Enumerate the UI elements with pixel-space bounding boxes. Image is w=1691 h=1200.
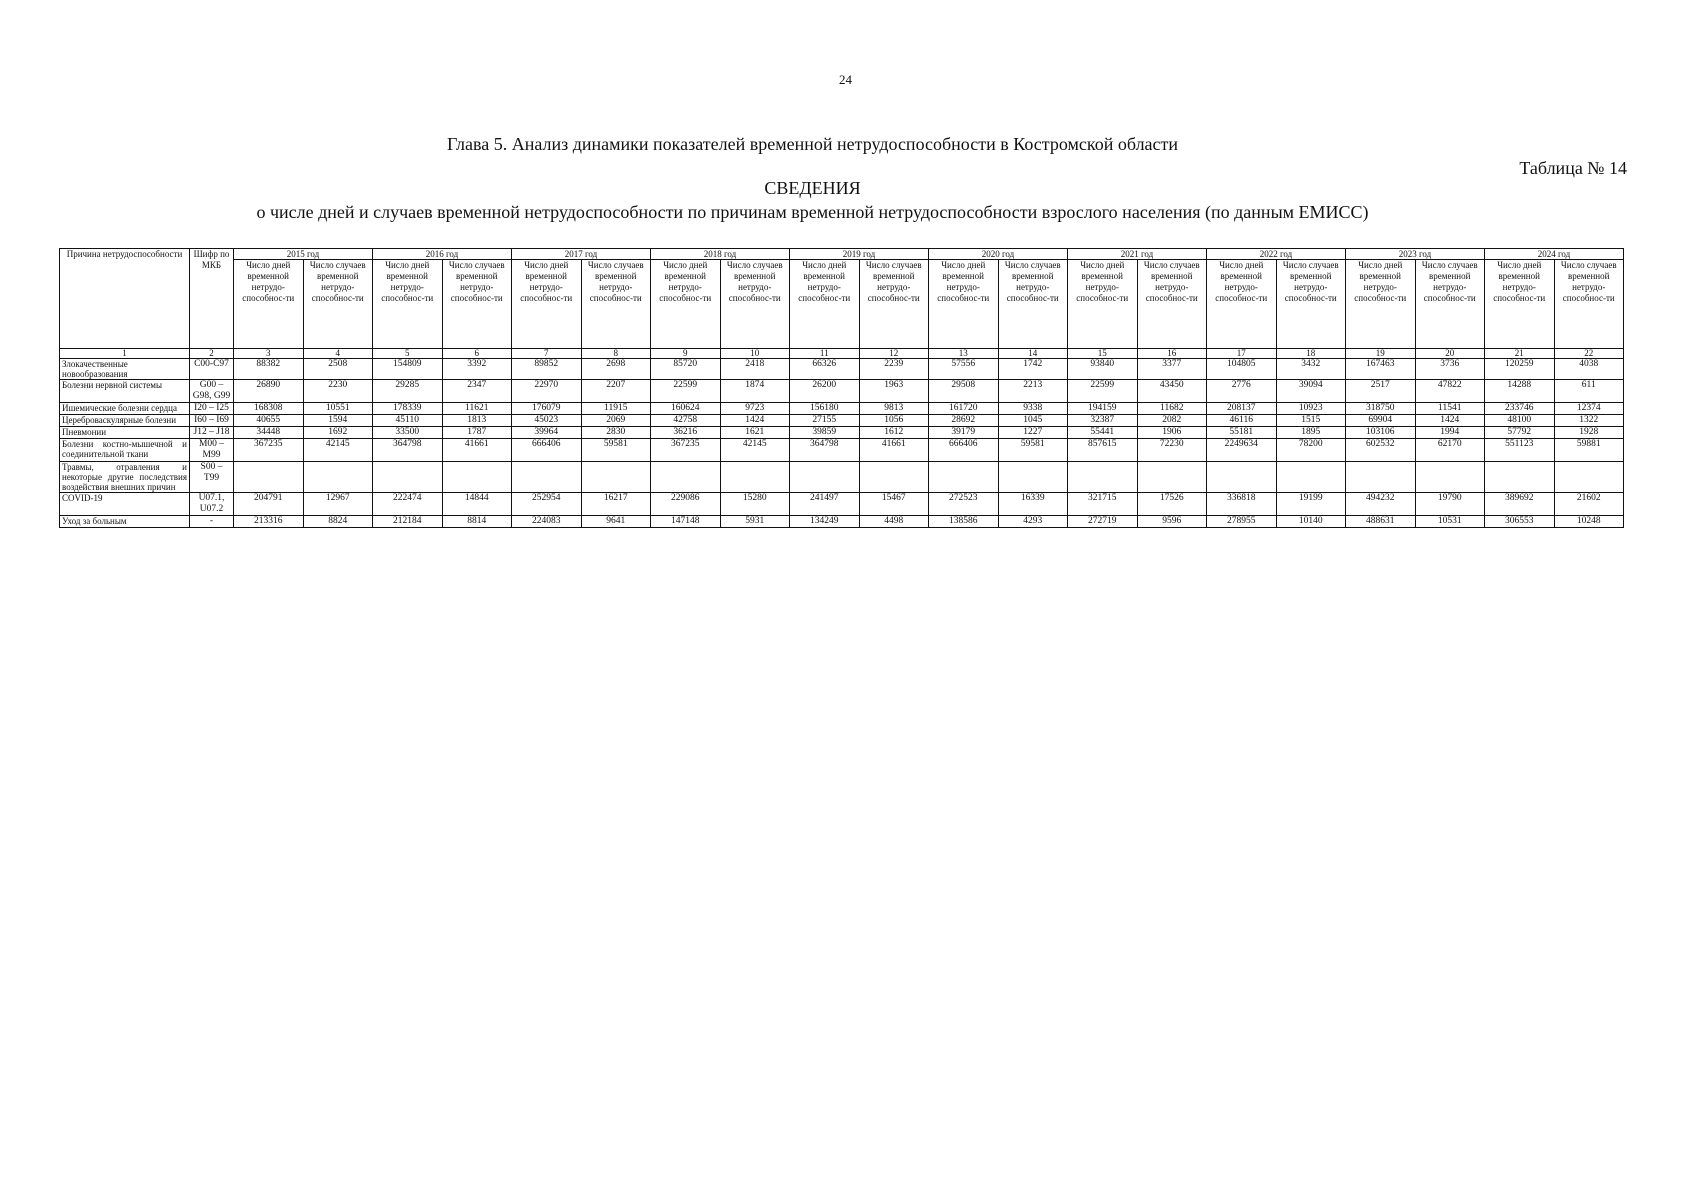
- code-cell: -: [190, 516, 234, 528]
- value-cell: 45110: [373, 415, 443, 427]
- value-cell: 160624: [651, 403, 721, 415]
- value-cell: 2517: [1346, 380, 1416, 403]
- value-cell: 12967: [303, 493, 373, 516]
- value-cell: 41661: [859, 439, 929, 462]
- column-number: 9: [651, 349, 721, 359]
- value-cell: 12374: [1554, 403, 1624, 415]
- code-cell: I60 – I69: [190, 415, 234, 427]
- column-number: 6: [442, 349, 512, 359]
- value-cell: 1056: [859, 415, 929, 427]
- days-header: Число дней временной нетрудо-способнос-ти: [790, 260, 860, 349]
- value-cell: 2239: [859, 359, 929, 380]
- value-cell: 204791: [234, 493, 304, 516]
- value-cell: 9338: [998, 403, 1068, 415]
- value-cell: 1928: [1554, 427, 1624, 439]
- value-cell: 16339: [998, 493, 1068, 516]
- value-cell: 11621: [442, 403, 512, 415]
- value-cell: 28692: [929, 415, 999, 427]
- code-cell: I20 – I25: [190, 403, 234, 415]
- value-cell: 213316: [234, 516, 304, 528]
- value-cell: 321715: [1068, 493, 1138, 516]
- value-cell: 1813: [442, 415, 512, 427]
- value-cell: 4293: [998, 516, 1068, 528]
- column-number: 3: [234, 349, 304, 359]
- days-header: Число дней временной нетрудо-способнос-ти: [929, 260, 999, 349]
- cause-cell: Уход за больным: [60, 516, 190, 528]
- table-label: Таблица № 14: [1519, 158, 1627, 178]
- value-cell: 47822: [1415, 380, 1485, 403]
- value-cell: 14288: [1485, 380, 1555, 403]
- value-cell: 10248: [1554, 516, 1624, 528]
- value-cell: 178339: [373, 403, 443, 415]
- value-cell: 3736: [1415, 359, 1485, 380]
- value-cell: [1346, 462, 1416, 493]
- value-cell: 72230: [1137, 439, 1207, 462]
- value-cell: 488631: [1346, 516, 1416, 528]
- value-cell: 88382: [234, 359, 304, 380]
- column-number: 4: [303, 349, 373, 359]
- table-row: [60, 380, 1624, 403]
- value-cell: [234, 462, 304, 493]
- value-cell: 26200: [790, 380, 860, 403]
- value-cell: 1994: [1415, 427, 1485, 439]
- value-cell: 29285: [373, 380, 443, 403]
- value-cell: 156180: [790, 403, 860, 415]
- value-cell: 1594: [303, 415, 373, 427]
- value-cell: 2508: [303, 359, 373, 380]
- value-cell: [581, 462, 651, 493]
- cause-cell: Злокачественные новообразования: [60, 359, 190, 380]
- value-cell: 551123: [1485, 439, 1555, 462]
- table-row: [60, 516, 1624, 528]
- value-cell: 1692: [303, 427, 373, 439]
- value-cell: 364798: [373, 439, 443, 462]
- value-cell: 15467: [859, 493, 929, 516]
- value-cell: 224083: [512, 516, 582, 528]
- value-cell: 1963: [859, 380, 929, 403]
- year-header-row: [60, 249, 1624, 260]
- column-number: 10: [720, 349, 790, 359]
- days-header: Число дней временной нетрудо-способнос-ти: [651, 260, 721, 349]
- value-cell: 48100: [1485, 415, 1555, 427]
- column-number: 1: [60, 349, 190, 359]
- value-cell: 43450: [1137, 380, 1207, 403]
- value-cell: 10551: [303, 403, 373, 415]
- value-cell: 1045: [998, 415, 1068, 427]
- code-cell: G00 – G98, G99: [190, 380, 234, 403]
- table-row: [60, 427, 1624, 439]
- column-number: 20: [1415, 349, 1485, 359]
- column-number: 14: [998, 349, 1068, 359]
- column-number: 2: [190, 349, 234, 359]
- value-cell: 3377: [1137, 359, 1207, 380]
- value-cell: 212184: [373, 516, 443, 528]
- value-cell: 39094: [1276, 380, 1346, 403]
- value-cell: 66326: [790, 359, 860, 380]
- value-cell: 89852: [512, 359, 582, 380]
- days-header: Число дней временной нетрудо-способнос-ти: [512, 260, 582, 349]
- value-cell: 134249: [790, 516, 860, 528]
- year-header: 2018 год: [651, 249, 790, 260]
- cause-cell: Ишемические болезни сердца: [60, 403, 190, 415]
- value-cell: 2249634: [1207, 439, 1277, 462]
- days-header: Число дней временной нетрудо-способнос-ти: [1485, 260, 1555, 349]
- value-cell: 138586: [929, 516, 999, 528]
- cause-column-header: Причина нетрудоспособности: [60, 249, 190, 349]
- cause-cell: Цереброваскулярные болезни: [60, 415, 190, 427]
- value-cell: 611: [1554, 380, 1624, 403]
- value-cell: 1322: [1554, 415, 1624, 427]
- table-row: [60, 462, 1624, 493]
- year-header: 2022 год: [1207, 249, 1346, 260]
- value-cell: 26890: [234, 380, 304, 403]
- value-cell: 3432: [1276, 359, 1346, 380]
- column-number: 5: [373, 349, 443, 359]
- column-number: 19: [1346, 349, 1416, 359]
- days-header: Число дней временной нетрудо-способнос-ти: [1068, 260, 1138, 349]
- value-cell: 9723: [720, 403, 790, 415]
- column-number: 7: [512, 349, 582, 359]
- value-cell: 59881: [1554, 439, 1624, 462]
- value-cell: 39859: [790, 427, 860, 439]
- value-cell: 39179: [929, 427, 999, 439]
- value-cell: 39964: [512, 427, 582, 439]
- value-cell: 34448: [234, 427, 304, 439]
- value-cell: 11915: [581, 403, 651, 415]
- cases-header: Число случаев временной нетрудо-способнос-ти: [859, 260, 929, 349]
- cause-cell: Травмы, отравления и некоторые другие последствия воздействия внешних причин: [60, 462, 190, 493]
- days-header: Число дней временной нетрудо-способнос-ти: [234, 260, 304, 349]
- value-cell: [1207, 462, 1277, 493]
- value-cell: 59581: [581, 439, 651, 462]
- value-cell: 11541: [1415, 403, 1485, 415]
- value-cell: 10140: [1276, 516, 1346, 528]
- column-number-row: [60, 349, 1624, 359]
- cases-header: Число случаев временной нетрудо-способнос-ти: [1137, 260, 1207, 349]
- column-number: 11: [790, 349, 860, 359]
- table-row: [60, 359, 1624, 380]
- column-number: 18: [1276, 349, 1346, 359]
- value-cell: 27155: [790, 415, 860, 427]
- value-cell: 57792: [1485, 427, 1555, 439]
- value-cell: 168308: [234, 403, 304, 415]
- column-number: 21: [1485, 349, 1555, 359]
- value-cell: 272719: [1068, 516, 1138, 528]
- value-cell: 252954: [512, 493, 582, 516]
- value-cell: [859, 462, 929, 493]
- cases-header: Число случаев временной нетрудо-способнос-ти: [1276, 260, 1346, 349]
- column-number: 12: [859, 349, 929, 359]
- value-cell: 15280: [720, 493, 790, 516]
- cause-cell: Болезни костно-мышечной и соединительной ткани: [60, 439, 190, 462]
- table-row: [60, 439, 1624, 462]
- value-cell: 104805: [1207, 359, 1277, 380]
- value-cell: 32387: [1068, 415, 1138, 427]
- value-cell: [1276, 462, 1346, 493]
- value-cell: 59581: [998, 439, 1068, 462]
- value-cell: 36216: [651, 427, 721, 439]
- value-cell: 367235: [651, 439, 721, 462]
- year-header: 2017 год: [512, 249, 651, 260]
- value-cell: 9641: [581, 516, 651, 528]
- value-cell: [929, 462, 999, 493]
- value-cell: 55441: [1068, 427, 1138, 439]
- value-cell: 17526: [1137, 493, 1207, 516]
- value-cell: [1068, 462, 1138, 493]
- value-cell: 389692: [1485, 493, 1555, 516]
- value-cell: 2830: [581, 427, 651, 439]
- value-cell: 42758: [651, 415, 721, 427]
- cases-header: Число случаев временной нетрудо-способнос-ти: [1554, 260, 1624, 349]
- value-cell: 93840: [1068, 359, 1138, 380]
- value-cell: 16217: [581, 493, 651, 516]
- cases-header: Число случаев временной нетрудо-способнос-ти: [1415, 260, 1485, 349]
- value-cell: 318750: [1346, 403, 1416, 415]
- value-cell: 55181: [1207, 427, 1277, 439]
- year-header: 2024 год: [1485, 249, 1624, 260]
- value-cell: 222474: [373, 493, 443, 516]
- value-cell: 278955: [1207, 516, 1277, 528]
- value-cell: [1485, 462, 1555, 493]
- subheading: о числе дней и случаев временной нетрудоспособности по причинам временной нетрудоспособности взрослого населения (по данным ЕМИСС): [256, 202, 1369, 222]
- value-cell: 494232: [1346, 493, 1416, 516]
- value-cell: [651, 462, 721, 493]
- value-cell: 208137: [1207, 403, 1277, 415]
- code-cell: M00 – M99: [190, 439, 234, 462]
- value-cell: 8824: [303, 516, 373, 528]
- year-header: 2019 год: [790, 249, 929, 260]
- code-cell: С00-С97: [190, 359, 234, 380]
- year-header: 2015 год: [234, 249, 373, 260]
- value-cell: 602532: [1346, 439, 1416, 462]
- value-cell: 10923: [1276, 403, 1346, 415]
- value-cell: 2207: [581, 380, 651, 403]
- cases-header: Число случаев временной нетрудо-способнос-ти: [303, 260, 373, 349]
- value-cell: 33500: [373, 427, 443, 439]
- chapter-title: Глава 5. Анализ динамики показателей временной нетрудоспособности в Костромской области: [446, 134, 1179, 154]
- value-cell: 40655: [234, 415, 304, 427]
- value-cell: 1424: [1415, 415, 1485, 427]
- cases-header: Число случаев временной нетрудо-способнос-ти: [720, 260, 790, 349]
- value-cell: 41661: [442, 439, 512, 462]
- value-cell: 21602: [1554, 493, 1624, 516]
- value-cell: 2069: [581, 415, 651, 427]
- value-cell: 1906: [1137, 427, 1207, 439]
- value-cell: [790, 462, 860, 493]
- value-cell: 857615: [1068, 439, 1138, 462]
- value-cell: 154809: [373, 359, 443, 380]
- value-cell: 1742: [998, 359, 1068, 380]
- value-cell: [373, 462, 443, 493]
- value-cell: 364798: [790, 439, 860, 462]
- value-cell: 69904: [1346, 415, 1416, 427]
- value-cell: 3392: [442, 359, 512, 380]
- value-cell: 42145: [303, 439, 373, 462]
- value-cell: 176079: [512, 403, 582, 415]
- table-row: [60, 415, 1624, 427]
- value-cell: 336818: [1207, 493, 1277, 516]
- value-cell: 1874: [720, 380, 790, 403]
- value-cell: 233746: [1485, 403, 1555, 415]
- value-cell: 666406: [929, 439, 999, 462]
- value-cell: 78200: [1276, 439, 1346, 462]
- value-cell: 1895: [1276, 427, 1346, 439]
- value-cell: 1621: [720, 427, 790, 439]
- page-number: 24: [839, 72, 852, 87]
- cause-cell: COVID-19: [60, 493, 190, 516]
- column-number: 15: [1068, 349, 1138, 359]
- value-cell: 1424: [720, 415, 790, 427]
- cause-cell: Болезни нервной системы: [60, 380, 190, 403]
- code-cell: J12 – J18: [190, 427, 234, 439]
- value-cell: 57556: [929, 359, 999, 380]
- days-header: Число дней временной нетрудо-способнос-ти: [1346, 260, 1416, 349]
- value-cell: 22970: [512, 380, 582, 403]
- value-cell: 306553: [1485, 516, 1555, 528]
- value-cell: [720, 462, 790, 493]
- table-row: [60, 493, 1624, 516]
- value-cell: 42145: [720, 439, 790, 462]
- value-cell: 120259: [1485, 359, 1555, 380]
- value-cell: 1787: [442, 427, 512, 439]
- value-cell: 147148: [651, 516, 721, 528]
- value-cell: [1137, 462, 1207, 493]
- value-cell: 367235: [234, 439, 304, 462]
- column-number: 8: [581, 349, 651, 359]
- year-header: 2020 год: [929, 249, 1068, 260]
- value-cell: 45023: [512, 415, 582, 427]
- value-cell: 2418: [720, 359, 790, 380]
- cases-header: Число случаев временной нетрудо-способнос-ти: [998, 260, 1068, 349]
- cause-cell: Пневмонии: [60, 427, 190, 439]
- column-number: 17: [1207, 349, 1277, 359]
- value-cell: 62170: [1415, 439, 1485, 462]
- value-cell: [442, 462, 512, 493]
- value-cell: 103106: [1346, 427, 1416, 439]
- days-header: Число дней временной нетрудо-способнос-ти: [1207, 260, 1277, 349]
- value-cell: 2776: [1207, 380, 1277, 403]
- heading: СВЕДЕНИЯ: [764, 178, 861, 198]
- column-number: 13: [929, 349, 999, 359]
- cases-header: Число случаев временной нетрудо-способнос-ти: [442, 260, 512, 349]
- cases-header: Число случаев временной нетрудо-способнос-ти: [581, 260, 651, 349]
- value-cell: 666406: [512, 439, 582, 462]
- value-cell: 29508: [929, 380, 999, 403]
- value-cell: [998, 462, 1068, 493]
- value-cell: 2347: [442, 380, 512, 403]
- subheader-row: [60, 260, 1624, 349]
- value-cell: [1554, 462, 1624, 493]
- value-cell: 9596: [1137, 516, 1207, 528]
- code-cell: U07.1, U07.2: [190, 493, 234, 516]
- column-number: 16: [1137, 349, 1207, 359]
- value-cell: 272523: [929, 493, 999, 516]
- value-cell: 161720: [929, 403, 999, 415]
- value-cell: 14844: [442, 493, 512, 516]
- days-header: Число дней временной нетрудо-способнос-ти: [373, 260, 443, 349]
- value-cell: [512, 462, 582, 493]
- value-cell: 1227: [998, 427, 1068, 439]
- value-cell: 46116: [1207, 415, 1277, 427]
- column-number: 22: [1554, 349, 1624, 359]
- value-cell: 2230: [303, 380, 373, 403]
- value-cell: 5931: [720, 516, 790, 528]
- value-cell: 85720: [651, 359, 721, 380]
- code-column-header: Шифр по МКБ: [190, 249, 234, 349]
- value-cell: 19790: [1415, 493, 1485, 516]
- value-cell: 4038: [1554, 359, 1624, 380]
- value-cell: 241497: [790, 493, 860, 516]
- value-cell: 9813: [859, 403, 929, 415]
- value-cell: [1415, 462, 1485, 493]
- value-cell: 8814: [442, 516, 512, 528]
- value-cell: 10531: [1415, 516, 1485, 528]
- value-cell: 229086: [651, 493, 721, 516]
- year-header: 2016 год: [373, 249, 512, 260]
- statistics-table: [59, 248, 1624, 528]
- value-cell: 22599: [651, 380, 721, 403]
- value-cell: 22599: [1068, 380, 1138, 403]
- year-header: 2021 год: [1068, 249, 1207, 260]
- value-cell: 2698: [581, 359, 651, 380]
- value-cell: 1515: [1276, 415, 1346, 427]
- value-cell: 194159: [1068, 403, 1138, 415]
- value-cell: 11682: [1137, 403, 1207, 415]
- year-header: 2023 год: [1346, 249, 1485, 260]
- value-cell: [303, 462, 373, 493]
- value-cell: 19199: [1276, 493, 1346, 516]
- value-cell: 167463: [1346, 359, 1416, 380]
- value-cell: 2213: [998, 380, 1068, 403]
- value-cell: 4498: [859, 516, 929, 528]
- code-cell: S00 – T99: [190, 462, 234, 493]
- value-cell: 1612: [859, 427, 929, 439]
- table-row: [60, 403, 1624, 415]
- value-cell: 2082: [1137, 415, 1207, 427]
